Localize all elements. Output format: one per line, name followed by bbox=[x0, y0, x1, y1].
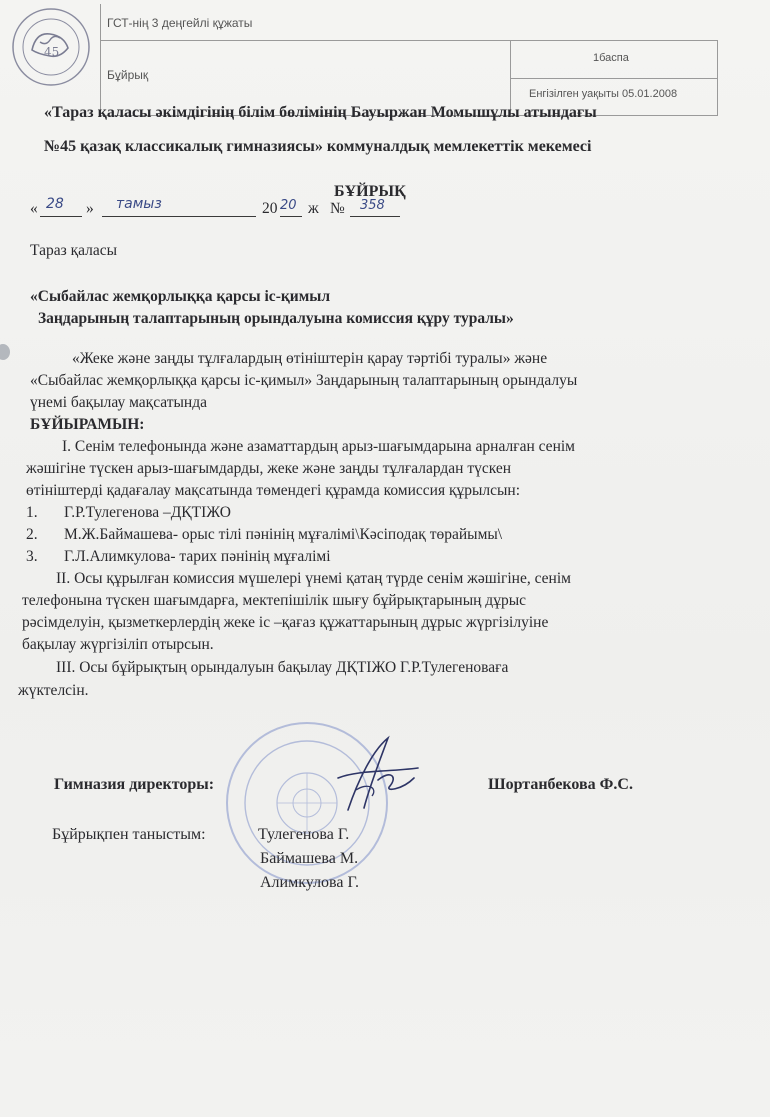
paragraph-3-line-1: III. Осы бұйрықтың орындалуын бақылау ДҚТІЖО Г.Р.Тулегеноваға bbox=[56, 659, 509, 676]
edition-label: 1баспа bbox=[593, 52, 629, 64]
paragraph-2-line-3: рәсімделуін, қызметкерлердің жеке іс –қағаз құжаттарының дұрыс жүргізілуіне bbox=[22, 614, 549, 631]
paragraph-2-line-4: бақылау жүргізіліп отырсын. bbox=[22, 636, 214, 653]
city-label: Тараз қаласы bbox=[30, 242, 118, 259]
order-month: тамыз bbox=[116, 196, 162, 212]
paragraph-1-line-3: өтініштерді қадағалау мақсатында төмендегі құрамда комиссия құрылсын: bbox=[26, 482, 521, 499]
subject-line-1: «Сыбайлас жемқорлыққа қарсы іс-қимыл bbox=[30, 288, 331, 305]
acknowledged-name-1: Тулегенова Г. bbox=[258, 826, 350, 843]
member-1-text: Г.Р.Тулегенова –ДҚТІЖО bbox=[64, 504, 231, 521]
acknowledged-name-3: Алимкулова Г. bbox=[260, 874, 359, 891]
gymnasium-logo bbox=[10, 6, 92, 88]
doc-type-label: Бұйрық bbox=[107, 68, 149, 82]
header-table bbox=[100, 4, 718, 116]
date-close-quote: » bbox=[86, 200, 94, 217]
subject-line-2: Заңдарының талаптарының орындалуына комиссия құру туралы» bbox=[38, 310, 514, 327]
order-year-suffix: 20 bbox=[280, 198, 297, 213]
paragraph-1-line-2: жәшігіне түскен арыз-шағымдарды, жеке және заңды тұлғалардан түскен bbox=[26, 460, 512, 477]
member-2-text: М.Ж.Баймашева- орыс тілі пәнінің мұғалімі\Кәсіподақ төрайымы\ bbox=[64, 526, 503, 543]
paragraph-2-line-1: II. Осы құрылған комиссия мүшелері үнемі қатаң түрде сенім жәшігіне, сенім bbox=[56, 570, 571, 587]
order-number-label: № bbox=[330, 200, 345, 217]
order-day: 28 bbox=[46, 196, 64, 212]
institution-line-1: «Тараз қаласы әкімдігінің білім бөлімінің Бауыржан Момышұлы атындағы bbox=[44, 104, 597, 121]
director-label: Гимназия директоры: bbox=[54, 776, 215, 793]
director-name: Шортанбекова Ф.С. bbox=[488, 776, 633, 793]
intro-line-3: үнемі бақылау мақсатында bbox=[30, 394, 207, 411]
institution-line-2: №45 қазақ классикалық гимназиясы» коммуналдық мемлекеттік мекемесі bbox=[44, 138, 592, 155]
member-1-number: 1. bbox=[26, 504, 38, 521]
binder-hole bbox=[0, 344, 10, 360]
order-title: БҰЙРЫҚ bbox=[334, 183, 406, 200]
member-3-number: 3. bbox=[26, 548, 38, 565]
order-number: 358 bbox=[360, 198, 385, 213]
member-3-text: Г.Л.Алимкулова- тарих пәнінің мұғалімі bbox=[64, 548, 331, 565]
member-2-number: 2. bbox=[26, 526, 38, 543]
date-open-quote: « bbox=[30, 200, 38, 217]
decree-heading: БҰЙЫРАМЫН: bbox=[30, 416, 145, 433]
intro-line-2: «Сыбайлас жемқорлыққа қарсы іс-қимыл» Заңдарының талаптарының орындалуы bbox=[30, 372, 578, 389]
order-year-label: ж bbox=[308, 200, 319, 217]
paragraph-1-line-1: I. Сенім телефонында және азаматтардың арыз-шағымдарына арналған сенім bbox=[62, 438, 575, 455]
effective-date-label: Енгізілген уақыты 05.01.2008 bbox=[529, 88, 678, 100]
intro-line-1: «Жеке және заңды тұлғалардың өтініштерін қарау тәртібі туралы» және bbox=[72, 350, 548, 367]
paragraph-3-line-2: жүктелсін. bbox=[18, 682, 89, 699]
acknowledged-name-2: Баймашева М. bbox=[260, 850, 359, 867]
director-signature bbox=[318, 730, 428, 820]
doc-level-label: ГСТ-нің 3 деңгейлі құжаты bbox=[107, 16, 253, 30]
paragraph-2-line-2: телефонына түскен шағымдарға, мектепішілік шығу бұйрықтарының дұрыс bbox=[22, 592, 526, 609]
order-year-prefix: 20 bbox=[262, 200, 278, 217]
svg-text:45: 45 bbox=[44, 45, 60, 59]
acknowledged-label: Бұйрықпен таныстым: bbox=[52, 826, 206, 843]
